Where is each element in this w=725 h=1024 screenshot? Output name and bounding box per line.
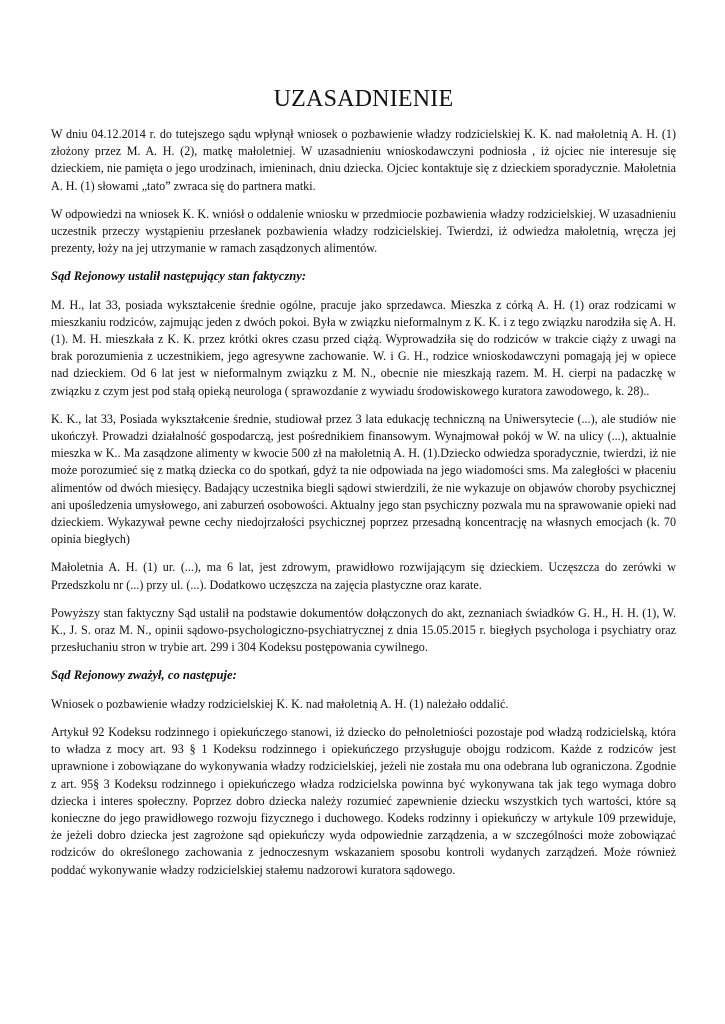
paragraph-child-facts: Małoletnia A. H. (1) ur. (...), ma 6 lat, jest zdrowym, prawidłowo rozwijającym się dzieckiem. Uczęszcza do zerówki w Przedszkolu nr (...) przy ul. (...). Dodatkowo uczęszcza na zajęcia plastyczne oraz karate.: [51, 560, 676, 592]
heading-findings-of-fact: Sąd Rejonowy ustalił następujący stan faktyczny:: [51, 269, 307, 284]
paragraph-ruling: Wniosek o pozbawienie władzy rodzicielskiej K. K. nad małoletnią A. H. (1) należało oddalić.: [51, 696, 509, 711]
paragraph-father-facts: K. K., lat 33, Posiada wykształcenie średnie, studiował przez 3 lata edukację techniczną na Uniwersytecie (...), ale studiów nie ukończył. Prowadzi działalność gospodarczą, jest pośrednikiem finansowym. Wynajmował pokój w W. na ulicy (...), aktualnie mieszka w K.. Ma zasądzone alimenty w kwocie 500 zł na małoletnią A. H. (1).Dziecko odwiedza sporadycznie, twierdzi, iż nie może porozumieć się z matką dziecka co do spotkań, gdyż ta nie odpowiada na jego wiadomości sms. Ma zaległości w płaceniu alimentów od dwóch miesięcy. Badający uczestnika biegli sądowi stwierdzili, że nie wykazuje on objawów choroby psychicznej ani upośledzenia umysłowego, ani zaburzeń osobowości. Aktualny jego stan psychiczny pozwala mu na sprawowanie opieki nad dzieckiem. Wykazywał pewne cechy niedojrzałości psychicznej poprzez przesadną koncentrację na własnych emocjach (k. 70 opinia biegłych): [51, 411, 676, 547]
paragraph-response: W odpowiedzi na wniosek K. K. wniósł o oddalenie wniosku w przedmiocie pozbawienia władzy rodzicielskiej. W uzasadnieniu uczestnik przeczy wystąpieniu przesłanek pozbawienia władzy rodzicielskiej. Twierdzi, iż odwiedza małoletnią, wręcza jej prezenty, łoży na jej utrzymanie w ramach zasądzonych alimentów.: [51, 206, 676, 256]
paragraph-motion: W dniu 04.12.2014 r. do tutejszego sądu wpłynął wniosek o pozbawienie władzy rodzicielskiej K. K. nad małoletnią A. H. (1) złożony przez M. A. H. (2), matkę małoletniej. W uzasadnieniu wnioskodawczyni podniosła , iż ojciec nie interesuje się dzieckiem, nie pamięta o jego urodzinach, imieninach, dniu dziecka. Ojciec kontaktuje się z dzieckiem sporadycznie. Małoletnia A. H. (1) słowami „tato” zwraca się do partnera matki.: [51, 127, 676, 193]
document-title: UZASADNIENIE: [273, 86, 454, 112]
heading-court-considerations: Sąd Rejonowy zważył, co następuje:: [51, 668, 237, 683]
paragraph-evidence-basis: Powyższy stan faktyczny Sąd ustalił na podstawie dokumentów dołączonych do akt, zeznaniach świadków G. H., H. H. (1), W. K., J. S. oraz M. N., opinii sądowo-psychologiczno-psychiatrycznej z dnia 15.05.2015 r. biegłych psychologa i psychiatry oraz przesłuchaniu stron w trybie art. 299 i 304 Kodeksu postępowania cywilnego.: [51, 605, 676, 655]
paragraph-mother-facts: M. H., lat 33, posiada wykształcenie średnie ogólne, pracuje jako sprzedawca. Mieszka z córką A. H. (1) oraz rodzicami w mieszkaniu rodziców, zajmując jeden z dwóch pokoi. Była w związku nieformalnym z K. K. i z tego związku narodziła się A. H. (1). M. H. mieszkała z K. K. przez krótki okres czasu przed ciążą. Wyprowadziła się do rodziców w trakcie ciąży z uwagi na brak porozumienia z uczestnikiem, jego agresywne zachowanie. W. i G. H., rodzice wnioskodawczyni pomagają jej w opiece nad dzieckiem. Od 6 lat jest w nieformalnym związku z M. N., obecnie nie mieszkają razem. M. H. cierpi na padaczkę w związku z czym jest pod stałą opieką neurologa ( sprawozdanie z wywiadu środowiskowego kuratora zawodowego, k. 28)..: [51, 297, 676, 398]
paragraph-legal-basis: Artykuł 92 Kodeksu rodzinnego i opiekuńczego stanowi, iż dziecko do pełnoletniości pozostaje pod władzą rodzicielską, która to władza z mocy art. 93 § 1 Kodeksu rodzinnego i opiekuńczego przysługuje obojgu rodzicom. Każde z rodziców jest uprawnione i zobowiązane do wykonywania władzy rodzicielskiej, jeżeli nie została mu ona odebrana lub ograniczona. Zgodnie z art. 95§ 3 Kodeksu rodzinnego i opiekuńczego władza rodzicielska powinna być wykonywana tak jak tego wymaga dobro dziecka i interes społeczny. Poprzez dobro dziecka należy rozumieć zapewnienie dziecku wszystkich tych wartości, które są konieczne do jego prawidłowego rozwoju fizycznego i duchowego. Kodeks rodzinny i opiekuńczy w artykule 109 przewiduje, że jeżeli dobro dziecka jest zagrożone sąd opiekuńczy wyda odpowiednie zarządzenia, a w szczególności może zobowiązać rodziców do określonego zachowania z jednoczesnym wskazaniem sposobu kontroli wydanych zarządzeń. Może również poddać wykonywanie władzy rodzicielskiej stałemu nadzorowi kuratora sądowego.: [51, 724, 676, 877]
